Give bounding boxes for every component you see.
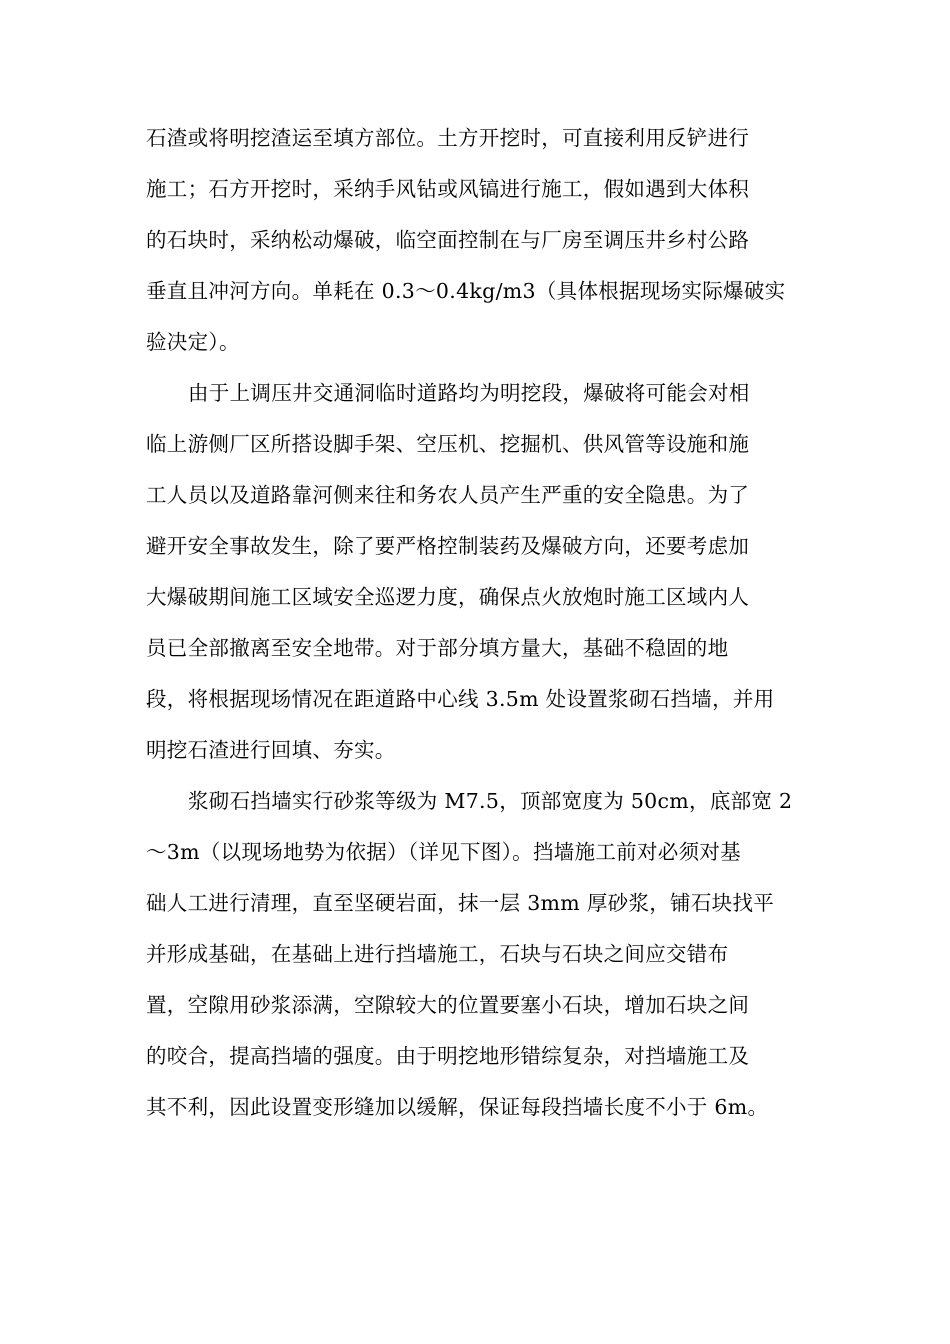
- text-line: 浆砌石挡墙实行砂浆等级为 M7.5，顶部宽度为 50cm，底部宽 2: [188, 789, 793, 813]
- text-line: 垂直且冲河方向。单耗在 0.3～0.4kg/m3（具体根据现场实际爆破实: [146, 279, 786, 303]
- text-line: 临上游侧厂区所搭设脚手架、空压机、挖掘机、供风管等设施和施: [146, 432, 750, 456]
- text-line: 段，将根据现场情况在距道路中心线 3.5m 处设置浆砌石挡墙，并用: [146, 687, 775, 711]
- text-line: 由于上调压井交通洞临时道路均为明挖段，爆破将可能会对相: [188, 381, 750, 405]
- text-line: 置，空隙用砂浆添满，空隙较大的位置要塞小石块，增加石块之间: [146, 993, 750, 1017]
- text-line: 的咬合，提高挡墙的强度。由于明挖地形错综复杂，对挡墙施工及: [146, 1044, 750, 1068]
- text-line: 的石块时，采纳松动爆破，临空面控制在与厂房至调压井乡村公路: [146, 228, 750, 252]
- text-line: 并形成基础，在基础上进行挡墙施工，石块与石块之间应交错布: [146, 942, 729, 966]
- text-line: 员已全部撤离至安全地带。对于部分填方量大，基础不稳固的地: [146, 636, 729, 660]
- text-line: 验决定）。: [146, 330, 240, 354]
- text-line: 石渣或将明挖渣运至填方部位。土方开挖时，可直接利用反铲进行: [146, 126, 750, 150]
- text-line: 明挖石渣进行回填、夯实。: [146, 738, 396, 762]
- text-line: 工人员以及道路靠河侧来往和务农人员产生严重的安全隐患。为了: [146, 483, 750, 507]
- text-line: ～3m（以现场地势为依据）（详见下图）。挡墙施工前对必须对基: [146, 840, 741, 864]
- text-line: 避开安全事故发生，除了要严格控制装药及爆破方向，还要考虑加: [146, 534, 750, 558]
- text-line: 础人工进行清理，直至坚硬岩面，抹一层 3mm 厚砂浆，铺石块找平: [146, 891, 775, 915]
- text-line: 施工；石方开挖时，采纳手风钻或风镐进行施工，假如遇到大体积: [146, 177, 750, 201]
- text-line: 大爆破期间施工区域安全巡逻力度，确保点火放炮时施工区域内人: [146, 585, 750, 609]
- text-line: 其不利，因此设置变形缝加以缓解，保证每段挡墙长度不小于 6m。: [146, 1095, 769, 1119]
